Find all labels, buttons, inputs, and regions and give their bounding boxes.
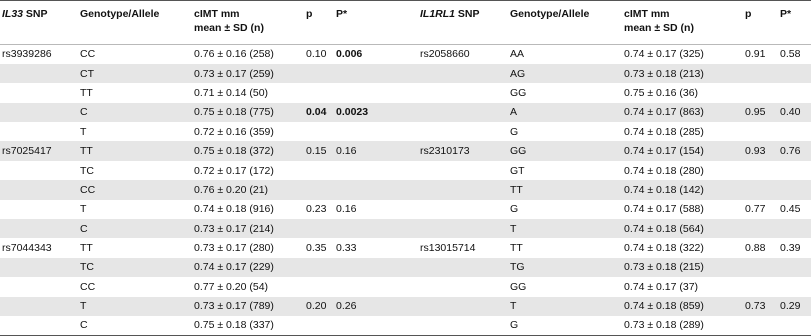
cell-il33-snp [0,258,80,277]
cell-p-2 [745,83,780,102]
header-il1rl1-gene: IL1RL1 [420,8,456,20]
table-row [0,258,811,277]
cell-p-2: 0.73 [745,297,780,316]
header-pstar-2: P* [780,1,811,45]
cell-genotype: T [80,122,194,141]
cell-pstar-2 [780,161,811,180]
cell-cimt: 0.72 ± 0.17 (172) [194,161,306,180]
cell-pstar [336,277,420,296]
cell-p-2 [745,219,780,238]
cell-cimt: 0.74 ± 0.18 (916) [194,200,306,219]
cell-genotype-2: TG [510,258,624,277]
header-cimt-2 [624,1,745,45]
cell-pstar-2 [780,180,811,199]
cell-il33-snp [0,83,80,102]
cell-pstar: 0.16 [336,141,420,160]
cell-il1rl1-snp [420,200,510,219]
table-row [0,141,811,160]
cell-p-2 [745,277,780,296]
cell-il33-snp [0,103,80,122]
cell-pstar-2: 0.76 [780,141,811,160]
cell-cimt-2: 0.74 ± 0.18 (142) [624,180,745,199]
cell-genotype-2: A [510,103,624,122]
cell-genotype: T [80,297,194,316]
cell-cimt-2: 0.74 ± 0.18 (564) [624,219,745,238]
cell-il1rl1-snp [420,122,510,141]
cell-pstar-2: 0.58 [780,45,811,64]
cell-cimt: 0.75 ± 0.18 (337) [194,316,306,335]
cell-genotype: CC [80,277,194,296]
cell-p [306,83,336,102]
cell-cimt-2: 0.73 ± 0.18 (213) [624,64,745,83]
cell-cimt-2: 0.74 ± 0.17 (154) [624,141,745,160]
cell-il1rl1-snp: rs2058660 [420,45,510,64]
cell-genotype-2: GG [510,277,624,296]
cell-cimt-2: 0.75 ± 0.16 (36) [624,83,745,102]
cell-il1rl1-snp [420,103,510,122]
cell-p [306,277,336,296]
cell-p-2 [745,64,780,83]
table-row [0,122,811,141]
cell-cimt: 0.71 ± 0.14 (50) [194,83,306,102]
cell-pstar: 0.26 [336,297,420,316]
cell-cimt: 0.74 ± 0.17 (229) [194,258,306,277]
cell-genotype-2: AA [510,45,624,64]
cell-p [306,161,336,180]
cell-il1rl1-snp [420,297,510,316]
header-cimt2-line1: cIMT mm [624,8,670,20]
cell-p [306,180,336,199]
cell-p [306,316,336,335]
cell-il1rl1-snp [420,277,510,296]
cell-il33-snp [0,161,80,180]
cell-il1rl1-snp [420,180,510,199]
cell-p: 0.04 [306,103,336,122]
cell-cimt: 0.73 ± 0.17 (789) [194,297,306,316]
cell-cimt: 0.73 ± 0.17 (214) [194,219,306,238]
cell-cimt-2: 0.74 ± 0.18 (322) [624,238,745,257]
cell-pstar: 0.16 [336,200,420,219]
cell-il33-snp: rs7044343 [0,238,80,257]
cell-p: 0.10 [306,45,336,64]
cell-p-2 [745,180,780,199]
cell-genotype: C [80,316,194,335]
cell-pstar-2: 0.45 [780,200,811,219]
header-genotype-allele: Genotype/Allele [80,1,194,45]
cell-genotype: C [80,103,194,122]
cell-cimt-2: 0.74 ± 0.17 (37) [624,277,745,296]
cell-genotype: TT [80,141,194,160]
cell-pstar: 0.006 [336,45,420,64]
cell-genotype-2: T [510,297,624,316]
header-il1rl1-snp-suffix: SNP [455,8,480,20]
cell-genotype: CT [80,64,194,83]
cell-il33-snp [0,122,80,141]
cell-pstar-2 [780,277,811,296]
cell-pstar-2: 0.40 [780,103,811,122]
cell-cimt-2: 0.73 ± 0.18 (289) [624,316,745,335]
cell-cimt-2: 0.74 ± 0.17 (863) [624,103,745,122]
table-row [0,64,811,83]
cell-pstar-2 [780,316,811,335]
header-il1rl1-snp [420,1,510,45]
cell-cimt: 0.75 ± 0.18 (775) [194,103,306,122]
cell-pstar-2 [780,258,811,277]
cell-p: 0.23 [306,200,336,219]
cell-p-2 [745,161,780,180]
cell-il33-snp [0,180,80,199]
cell-p [306,122,336,141]
cell-cimt: 0.75 ± 0.18 (372) [194,141,306,160]
cell-genotype: TT [80,83,194,102]
cell-pstar: 0.0023 [336,103,420,122]
cell-pstar-2 [780,122,811,141]
cell-pstar [336,122,420,141]
cell-genotype-2: GG [510,141,624,160]
cell-p-2: 0.88 [745,238,780,257]
header-il33-snp [0,1,80,45]
cell-pstar-2 [780,219,811,238]
cell-il33-snp [0,277,80,296]
header-il33-snp-suffix: SNP [23,8,48,20]
table-row [0,219,811,238]
table-row [0,83,811,102]
cell-pstar [336,258,420,277]
cell-p: 0.20 [306,297,336,316]
cell-p-2: 0.95 [745,103,780,122]
cell-p-2 [745,258,780,277]
cell-p [306,64,336,83]
cell-genotype: TT [80,238,194,257]
cell-cimt-2: 0.74 ± 0.17 (588) [624,200,745,219]
cell-genotype-2: T [510,219,624,238]
cell-cimt-2: 0.73 ± 0.18 (215) [624,258,745,277]
cell-genotype-2: G [510,122,624,141]
cell-genotype-2: TT [510,180,624,199]
cell-pstar [336,83,420,102]
header-cimt [194,1,306,45]
cell-il33-snp [0,64,80,83]
header-genotype-allele-2: Genotype/Allele [510,1,624,45]
cell-pstar-2: 0.29 [780,297,811,316]
header-il33-gene: IL33 [2,8,24,20]
cell-pstar-2 [780,64,811,83]
cell-p [306,258,336,277]
table-row [0,200,811,219]
cell-p-2: 0.77 [745,200,780,219]
cell-il33-snp: rs3939286 [0,45,80,64]
table-row [0,45,811,64]
cell-cimt: 0.76 ± 0.16 (258) [194,45,306,64]
table-row [0,277,811,296]
cell-genotype: CC [80,45,194,64]
cell-il33-snp [0,316,80,335]
cell-p-2 [745,316,780,335]
cell-pstar-2 [780,83,811,102]
cell-cimt-2: 0.74 ± 0.18 (285) [624,122,745,141]
table-row [0,238,811,257]
cell-cimt-2: 0.74 ± 0.17 (325) [624,45,745,64]
cell-pstar-2: 0.39 [780,238,811,257]
table-header [0,1,811,45]
table-row [0,316,811,335]
cell-il33-snp [0,297,80,316]
cell-il1rl1-snp [420,161,510,180]
cell-genotype-2: GG [510,83,624,102]
header-pstar: P* [336,1,420,45]
cell-cimt: 0.76 ± 0.20 (21) [194,180,306,199]
cell-genotype-2: G [510,200,624,219]
cell-p: 0.15 [306,141,336,160]
cell-il1rl1-snp: rs2310173 [420,141,510,160]
header-row [0,1,811,45]
table-row [0,103,811,122]
table-body [0,45,811,336]
cell-cimt: 0.77 ± 0.20 (54) [194,277,306,296]
cell-genotype-2: G [510,316,624,335]
cell-il1rl1-snp: rs13015714 [420,238,510,257]
cell-p-2: 0.93 [745,141,780,160]
header-p: p [306,1,336,45]
cell-p [306,219,336,238]
cell-p: 0.35 [306,238,336,257]
cell-il1rl1-snp [420,219,510,238]
table-row [0,180,811,199]
cell-cimt-2: 0.74 ± 0.18 (280) [624,161,745,180]
header-cimt-line1: cIMT mm [194,8,240,20]
cell-pstar [336,219,420,238]
cell-cimt: 0.72 ± 0.16 (359) [194,122,306,141]
header-p-2: p [745,1,780,45]
cell-il33-snp [0,219,80,238]
table-row [0,297,811,316]
table-row [0,161,811,180]
cell-il33-snp: rs7025417 [0,141,80,160]
header-cimt2-line2: mean ± SD (n) [624,22,694,34]
cell-il1rl1-snp [420,83,510,102]
cell-p-2 [745,122,780,141]
cell-il1rl1-snp [420,316,510,335]
cell-pstar [336,64,420,83]
cell-genotype-2: AG [510,64,624,83]
cell-genotype-2: TT [510,238,624,257]
cell-pstar [336,161,420,180]
cell-il33-snp [0,200,80,219]
cell-genotype: C [80,219,194,238]
cell-cimt-2: 0.74 ± 0.18 (859) [624,297,745,316]
cell-pstar [336,180,420,199]
cell-genotype: TC [80,161,194,180]
cell-genotype: T [80,200,194,219]
cell-genotype: CC [80,180,194,199]
cell-il1rl1-snp [420,64,510,83]
cell-cimt: 0.73 ± 0.17 (259) [194,64,306,83]
header-cimt-line2: mean ± SD (n) [194,22,264,34]
cell-genotype: TC [80,258,194,277]
cell-cimt: 0.73 ± 0.17 (280) [194,238,306,257]
cell-il1rl1-snp [420,258,510,277]
cell-p-2: 0.91 [745,45,780,64]
cell-pstar: 0.33 [336,238,420,257]
cell-pstar [336,316,420,335]
cell-genotype-2: GT [510,161,624,180]
